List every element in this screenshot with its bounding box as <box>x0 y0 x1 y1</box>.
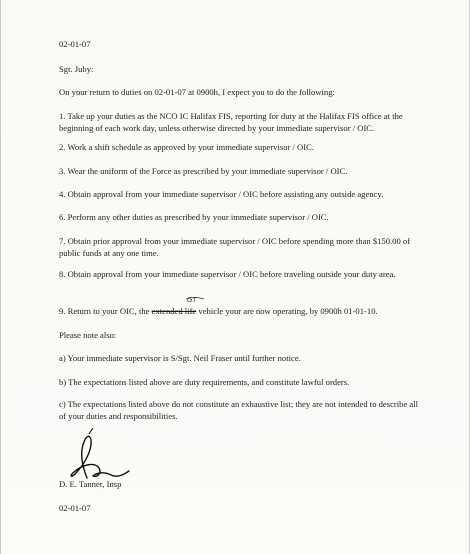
item-7: 7. Obtain prior approval from your immediate supervisor / OIC before spending more than $150.00 of public funds at any one time. <box>59 236 411 258</box>
item-8: 8. Obtain approval from your immediate supervisor / OIC before traveling outside your duty area. <box>59 269 396 279</box>
item-6: 6. Perform any other duties as prescribed by your immediate supervisor / OIC. <box>59 212 329 222</box>
note-intro: Please note also: <box>59 330 117 340</box>
item-4: 4. Obtain approval from your immediate supervisor / OIC before assisting any outside agency. <box>59 189 384 199</box>
item-2: 2. Work a shift schedule as approved by your immediate supervisor / OIC. <box>59 142 314 152</box>
note-c: c) The expectations listed above do not constitute an exhaustive list; they are not intended to describe all of your duties and responsibilities. <box>59 399 419 421</box>
date-top: 02-01-07 <box>59 39 91 49</box>
item-9-suffix: vehicle your are now operating, by 0900h 01-01-10. <box>198 306 378 316</box>
salutation: Sgt. Juby: <box>59 64 94 74</box>
item-9-struck-text: extended life <box>151 306 197 316</box>
handwritten-insert: GT <box>187 296 197 304</box>
intro-paragraph: On your return to duties on 02-01-07 at 0900h, I expect you to do the following: <box>59 87 335 97</box>
signer-name: D. E. Tanner, Insp <box>59 479 122 489</box>
note-a: a) Your immediate supervisor is S/Sgt. Neil Fraser until further notice. <box>59 353 301 363</box>
date-bottom: 02-01-07 <box>59 503 91 513</box>
item-9 <box>59 306 429 318</box>
handwritten-signature <box>65 428 145 484</box>
insert-caret-mark <box>184 297 206 307</box>
item-9-prefix: 9. Return to your OIC, the <box>59 306 150 316</box>
item-1: 1. Take up your duties as the NCO IC Halifax FIS, reporting for duty at the Halifax FIS office at the beginning of each work day, unless otherwise directed by your immediate supervisor / OIC. <box>59 111 403 133</box>
item-3: 3. Wear the uniform of the Force as prescribed by your immediate supervisor / OIC. <box>59 166 348 176</box>
note-b: b) The expectations listed above are duty requirements, and constitute lawful orders. <box>59 377 350 387</box>
